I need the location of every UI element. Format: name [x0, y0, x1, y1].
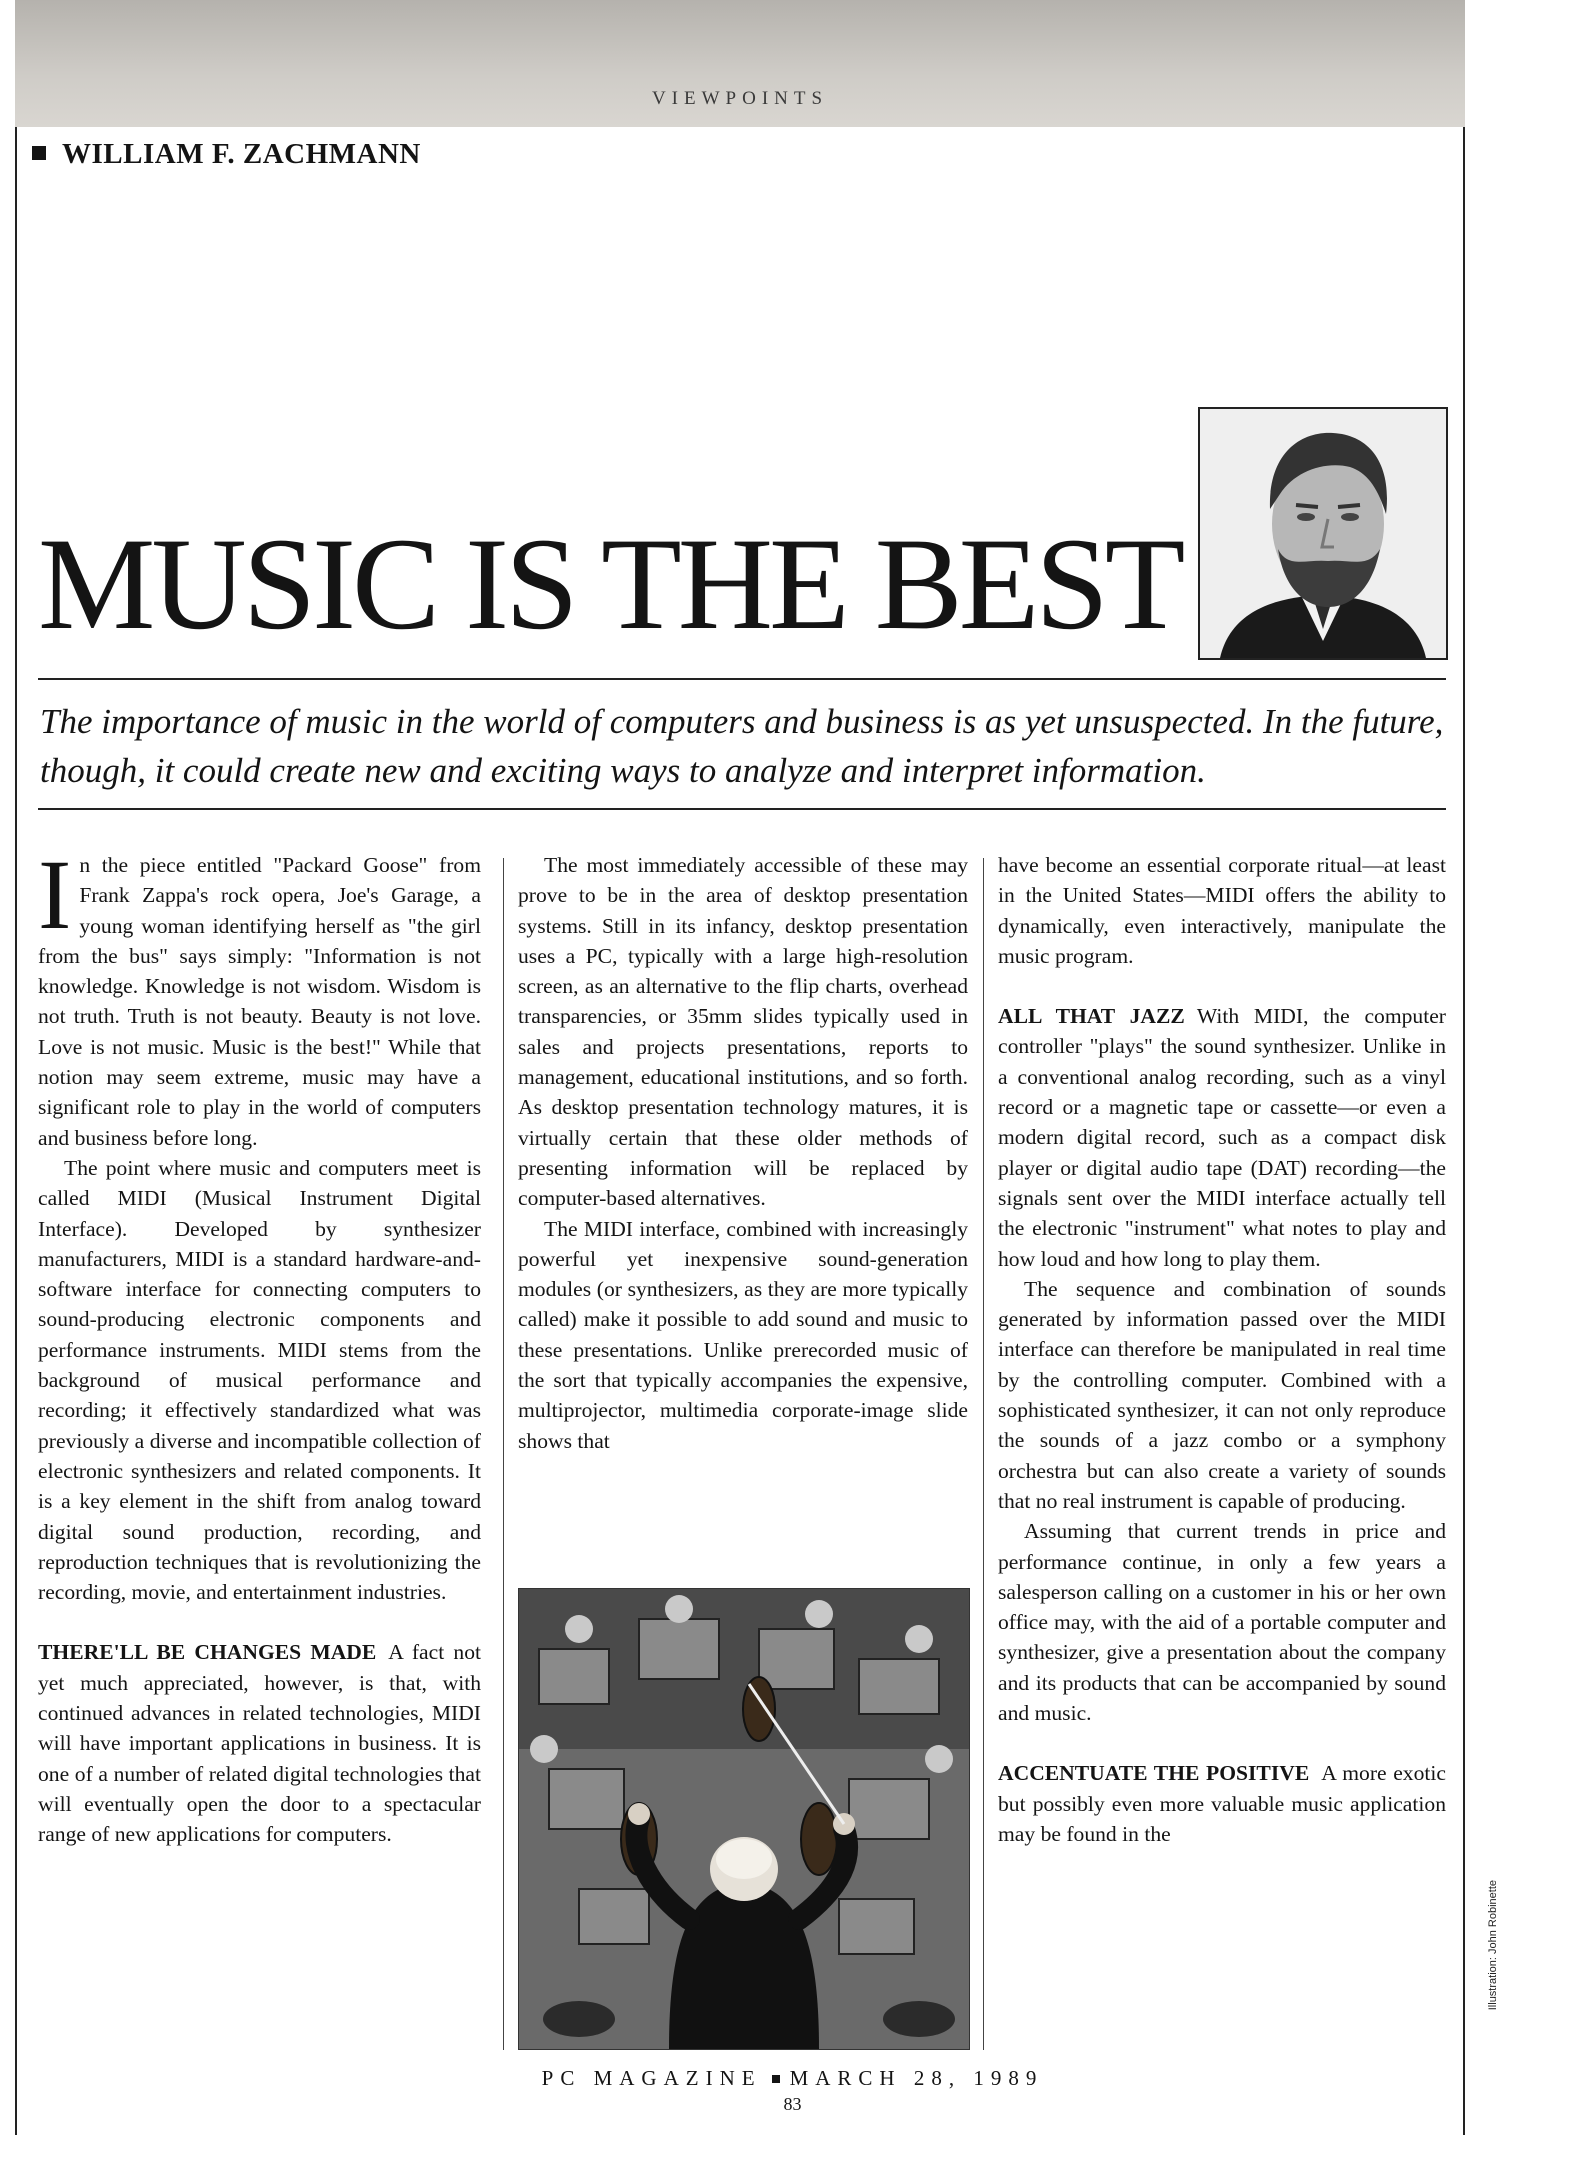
article-title: MUSIC IS THE BEST [38, 510, 1182, 657]
conductor-orchestra-icon [519, 1589, 969, 2049]
deck-bottom-rule [38, 808, 1446, 810]
paragraph: In the piece entitled "Packard Goose" from Frank Zappa's rock opera, Joe's Garage, a young woman identifying herself as "the girl from the bus" says simply: "Information is not knowledge. Knowledge is not wisdom. Wisdom is not truth. Truth is not beauty. Beauty is not love. Love is not music. Music is the best!" While that notion may seem extreme, music may have a significant role to play in the world of computers and business before long. [38, 839, 481, 1150]
section-label: VIEWPOINTS [651, 88, 829, 109]
author-byline [32, 138, 421, 171]
column-divider [503, 858, 504, 2050]
page-footer [0, 2066, 1585, 2091]
right-border-rule [1463, 127, 1465, 2135]
subhead: THERE'LL BE CHANGES MADE [38, 1640, 377, 1665]
column-2 [518, 850, 968, 1456]
column-1 [38, 839, 481, 1850]
illustration-credit: Illustration: John Robinette [1487, 1880, 1499, 2011]
header-band [15, 0, 1465, 127]
column-divider [983, 858, 984, 2050]
conductor-illustration [518, 1588, 970, 2050]
author-name: WILLIAM F. ZACHMANN [62, 138, 421, 170]
article-deck: The importance of music in the world of computers and business is as yet unsuspected. In the future, though, it could create new and exciting ways to analyze and interpret information. [40, 702, 1444, 790]
magazine-name: PC MAGAZINE [541, 2066, 762, 2090]
left-border-rule [15, 127, 17, 2135]
paragraph: The sequence and combination of sounds generated by information passed over the MIDI interface can therefore be manipulated in real time by the controlling computer. Combined with a sophisticated synthesizer, it can not only reproduce the sounds of a jazz combo or a symphony orchestra but can also create a variety of sounds that no real instrument is capable of producing. [998, 1276, 1446, 1513]
bullet-square-icon [32, 146, 46, 160]
paragraph: have become an essential corporate ritual—at least in the United States—MIDI offers the ability to dynamically, even interactively, manipulate the music program. [998, 853, 1446, 968]
paragraph: ACCENTUATE THE POSITIVE A more exotic but possibly even more valuable music application may be found in the [998, 1761, 1446, 1846]
author-portrait-icon [1200, 409, 1446, 658]
paragraph: ALL THAT JAZZ With MIDI, the computer controller "plays" the sound synthesizer. Unlike in a conventional analog recording, such as a vinyl record or a magnetic tape or cassette—or even a modern digital record, such as a compact disk player or digital audio tape (DAT) recording—the signals sent over the MIDI interface actually tell the electronic "instrument" what notes to play and how loud and how long to play them. [998, 1004, 1447, 1271]
column-3 [998, 850, 1446, 1849]
paragraph: The MIDI interface, combined with increasingly powerful yet inexpensive sound-generation modules (or synthesizers, as they are more typically called) make it possible to add sound and music to these presentations. Unlike prerecorded music of the sort that typically accompanies the expensive, multiprojector, multimedia corporate-image slide shows that [518, 1216, 968, 1453]
issue-date: MARCH 28, 1989 [789, 2066, 1044, 2090]
paragraph: The point where music and computers meet is called MIDI (Musical Instrument Digital Interface). Developed by synthesizer manufacturers, MIDI is a standard hardware-and-software interface for connecting computers to sound-producing electronic components and performance instruments. MIDI stems from the background of musical performance and recording; it effectively standardized what was previously a diverse and incompatible collection of electronic synthesizers and related components. It is a key element in the shift from analog toward digital sound production, recording, and reproduction techniques that is revolutionizing the recording, movie, and entertainment industries. [38, 1155, 481, 1605]
drop-cap: I [38, 839, 72, 950]
subhead: ACCENTUATE THE POSITIVE [998, 1761, 1310, 1786]
paragraph: The most immediately accessible of these may prove to be in the area of desktop presentation systems. Still in its infancy, desktop presentation uses a PC, typically with a large high-resolution screen, as an alternative to the flip charts, overhead transparencies, or 35mm slides typically used in sales and projects presentations, reports to management, educational institutions, and so forth. As desktop presentation technology matures, it is virtually certain that these older methods of presenting information will be replaced by computer-based alternatives. [518, 853, 968, 1211]
paragraph: Assuming that current trends in price and performance continue, in only a few years a salesperson calling on a customer in his or her own office may, with the aid of a portable computer and synthesizer, give a presentation about the company and its products that can be accompanied by sound and music. [998, 1519, 1446, 1726]
deck-top-rule [38, 678, 1446, 680]
author-photo [1198, 407, 1448, 660]
paragraph: THERE'LL BE CHANGES MADE A fact not yet much appreciated, however, is that, with continued advances in related technologies, MIDI will have important applications in business. It is one of a number of related digital technologies that will eventually open the door to a spectacular range of new applications for computers. [38, 1640, 481, 1847]
page-number: 83 [783, 2094, 802, 2114]
footer-bullet-icon [772, 2075, 780, 2083]
subhead: ALL THAT JAZZ [998, 1004, 1185, 1029]
